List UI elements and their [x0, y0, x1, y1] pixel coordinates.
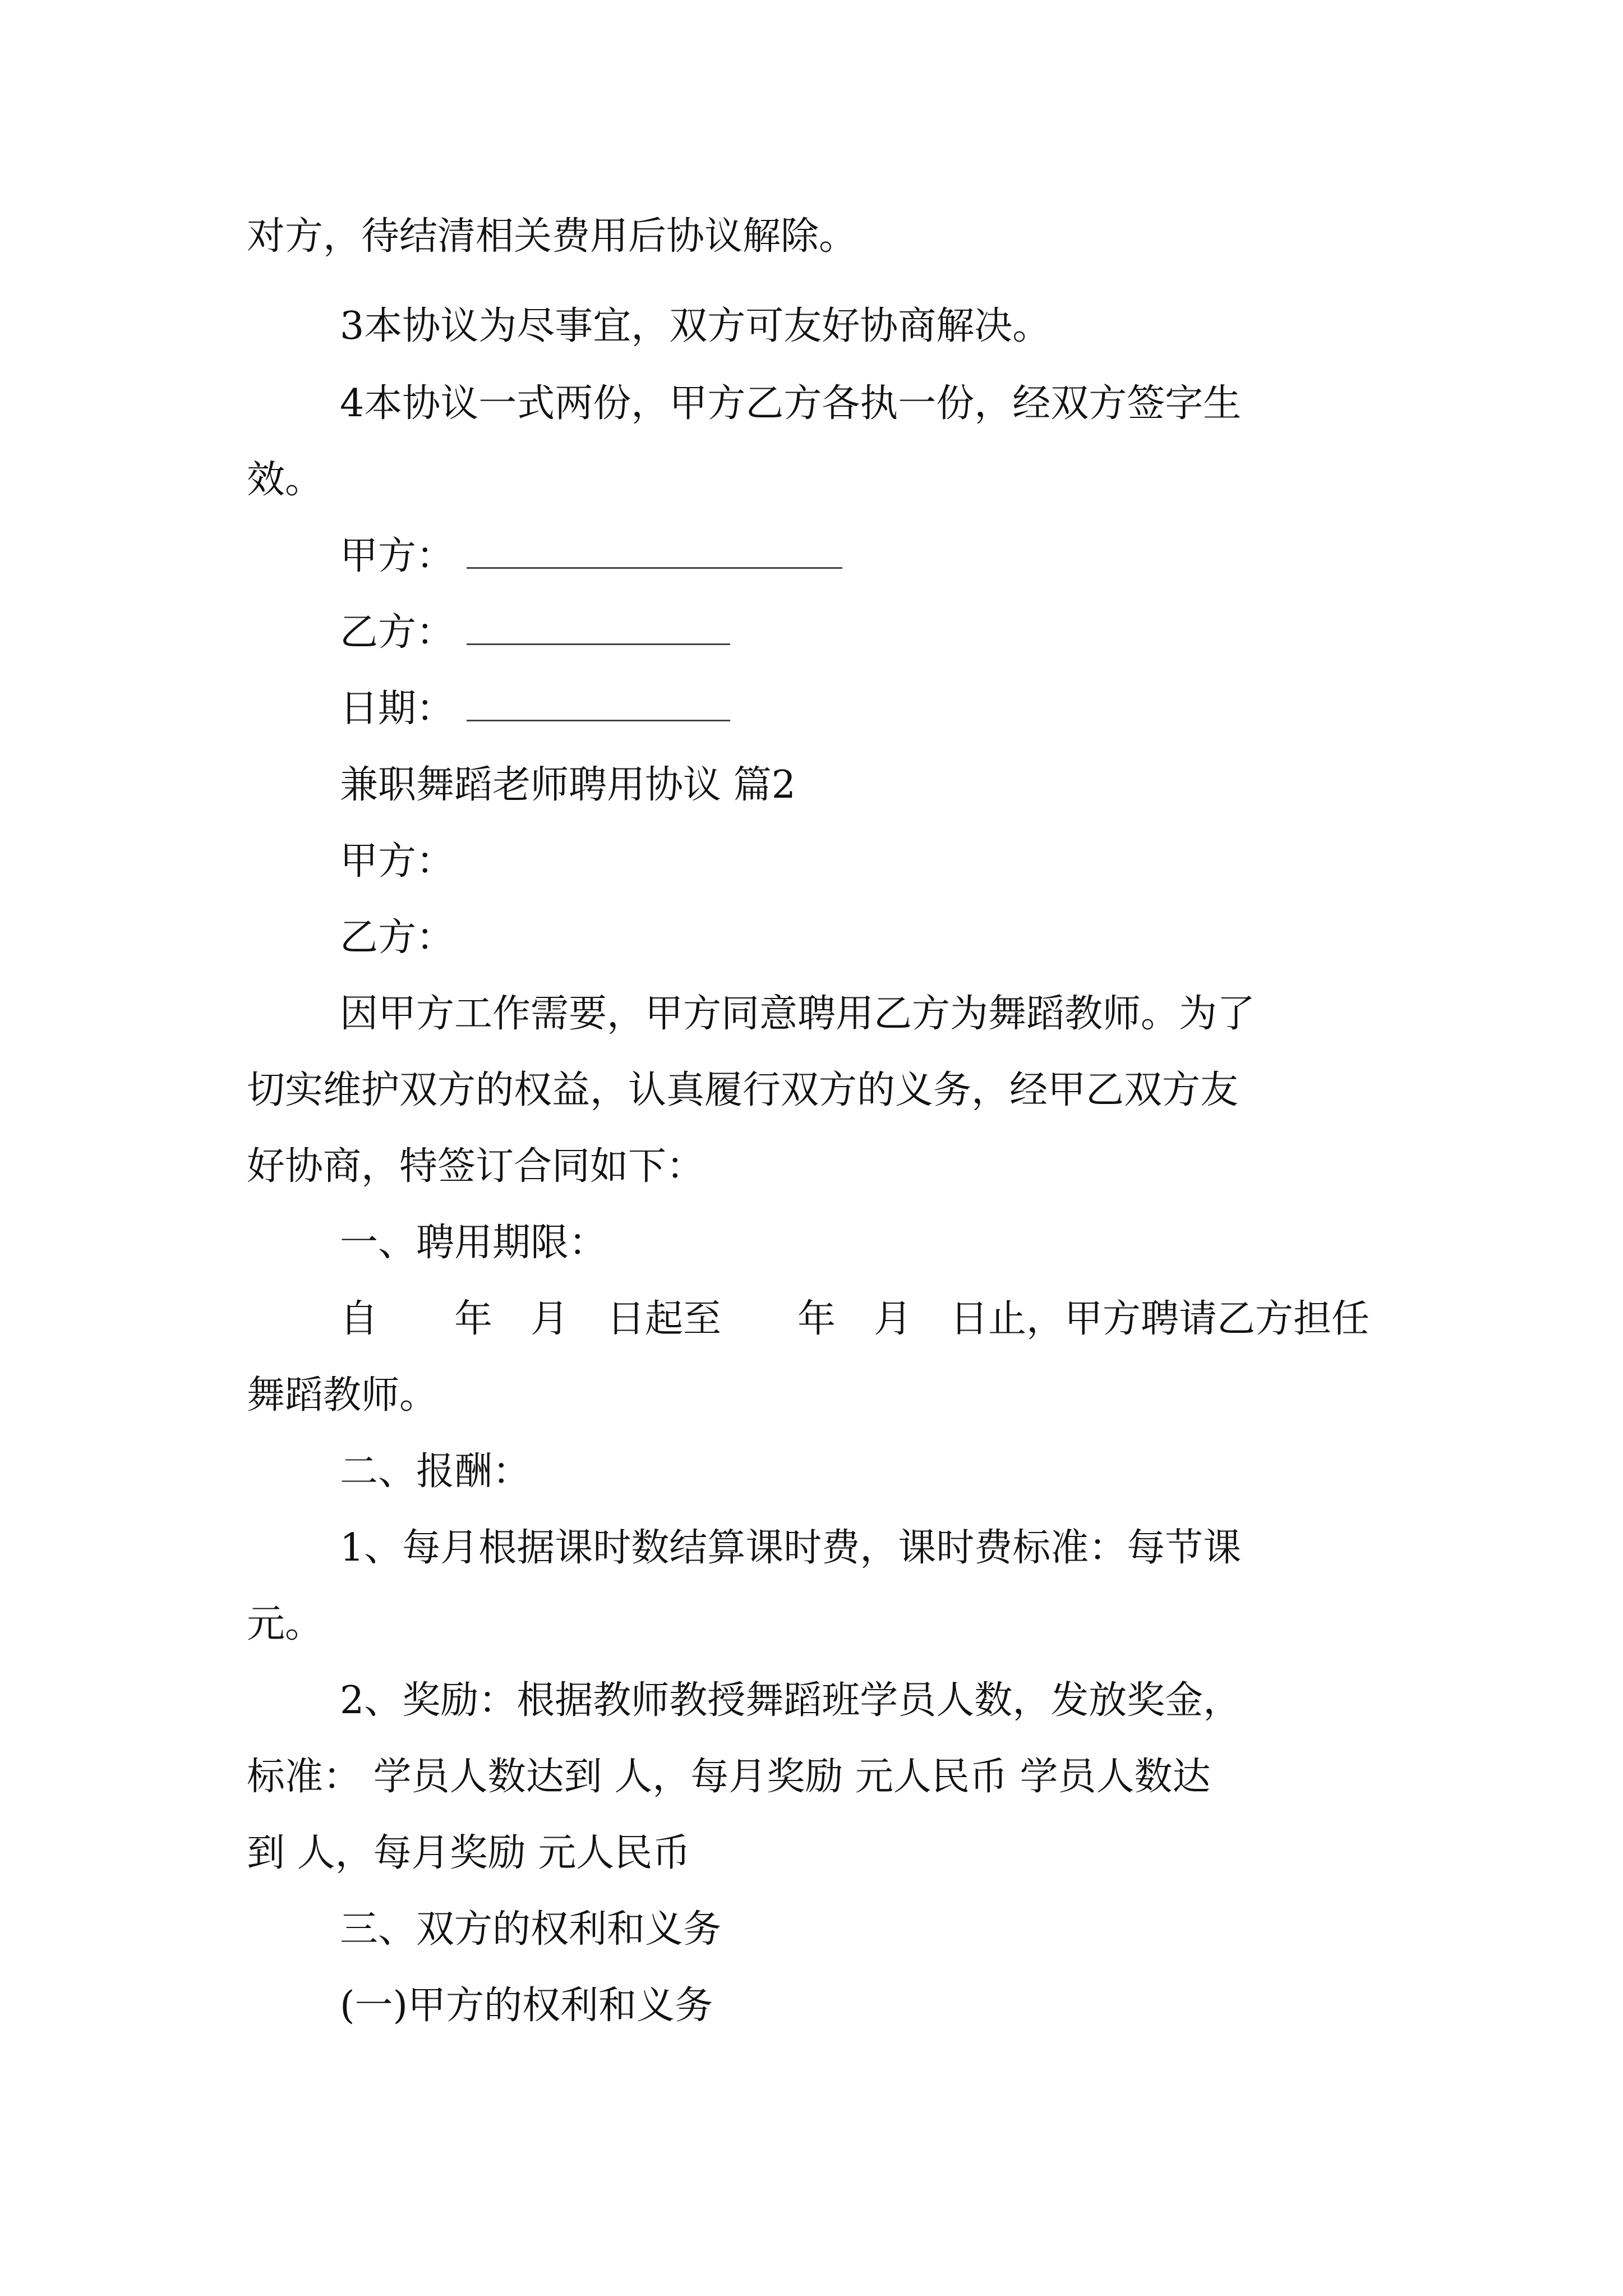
signature-party-a: [340, 518, 1391, 595]
paragraph-line: 对方，待结清相关费用后协议解除。: [247, 214, 857, 259]
paragraph-line: 好协商，特签订合同如下：: [247, 1144, 705, 1189]
signature-blank-line: [467, 539, 842, 569]
signature-label: 乙方：: [340, 610, 455, 655]
paragraph-line: 二、报酬：: [340, 1450, 531, 1494]
paragraph-line: 舞蹈教师。: [247, 1373, 438, 1418]
section-heading: 兼职舞蹈老师聘用协议 篇2: [340, 763, 796, 807]
paragraph-line: 自 年 月 日起至 年 月 日止，甲方聘请乙方担任: [340, 1297, 1370, 1341]
paragraph-line: 效。: [247, 458, 324, 502]
paragraph-line: 因甲方工作需要，甲方同意聘用乙方为舞蹈教师。为了: [340, 992, 1256, 1036]
paragraph-line: 到 人，每月奖励 元人民币: [247, 1831, 691, 1875]
paragraph-line: 2、奖励：根据教师教授舞蹈班学员人数，发放奖金，: [340, 1678, 1242, 1723]
paragraph-line: 乙方：: [340, 915, 455, 960]
signature-label: 甲方：: [340, 534, 455, 578]
paragraph-line: 3本协议为尽事宜，双方可友好协商解决。: [340, 304, 1051, 348]
paragraph-line: (一)甲方的权利和义务: [340, 1984, 713, 2028]
paragraph-line: 元。: [247, 1602, 324, 1646]
signature-label: 日期：: [340, 687, 455, 731]
signature-blank-line: [467, 692, 730, 721]
paragraph-line: 标准： 学员人数达到 人，每月奖励 元人民币 学员人数达: [247, 1755, 1211, 1799]
paragraph-line: 切实维护双方的权益，认真履行双方的义务，经甲乙双方友: [247, 1068, 1239, 1112]
paragraph-line: 一、聘用期限：: [340, 1221, 607, 1265]
signature-blank-line: [467, 615, 730, 645]
paragraph-line: 1、每月根据课时数结算课时费，课时费标准：每节课: [340, 1526, 1242, 1570]
paragraph-line: 三、双方的权利和义务: [340, 1907, 722, 1952]
signature-date: [340, 671, 1391, 747]
paragraph-line: 甲方：: [340, 839, 455, 884]
signature-party-b: [340, 595, 1391, 671]
paragraph-line: 4本协议一式两份，甲方乙方各执一份，经双方签字生: [340, 381, 1242, 426]
